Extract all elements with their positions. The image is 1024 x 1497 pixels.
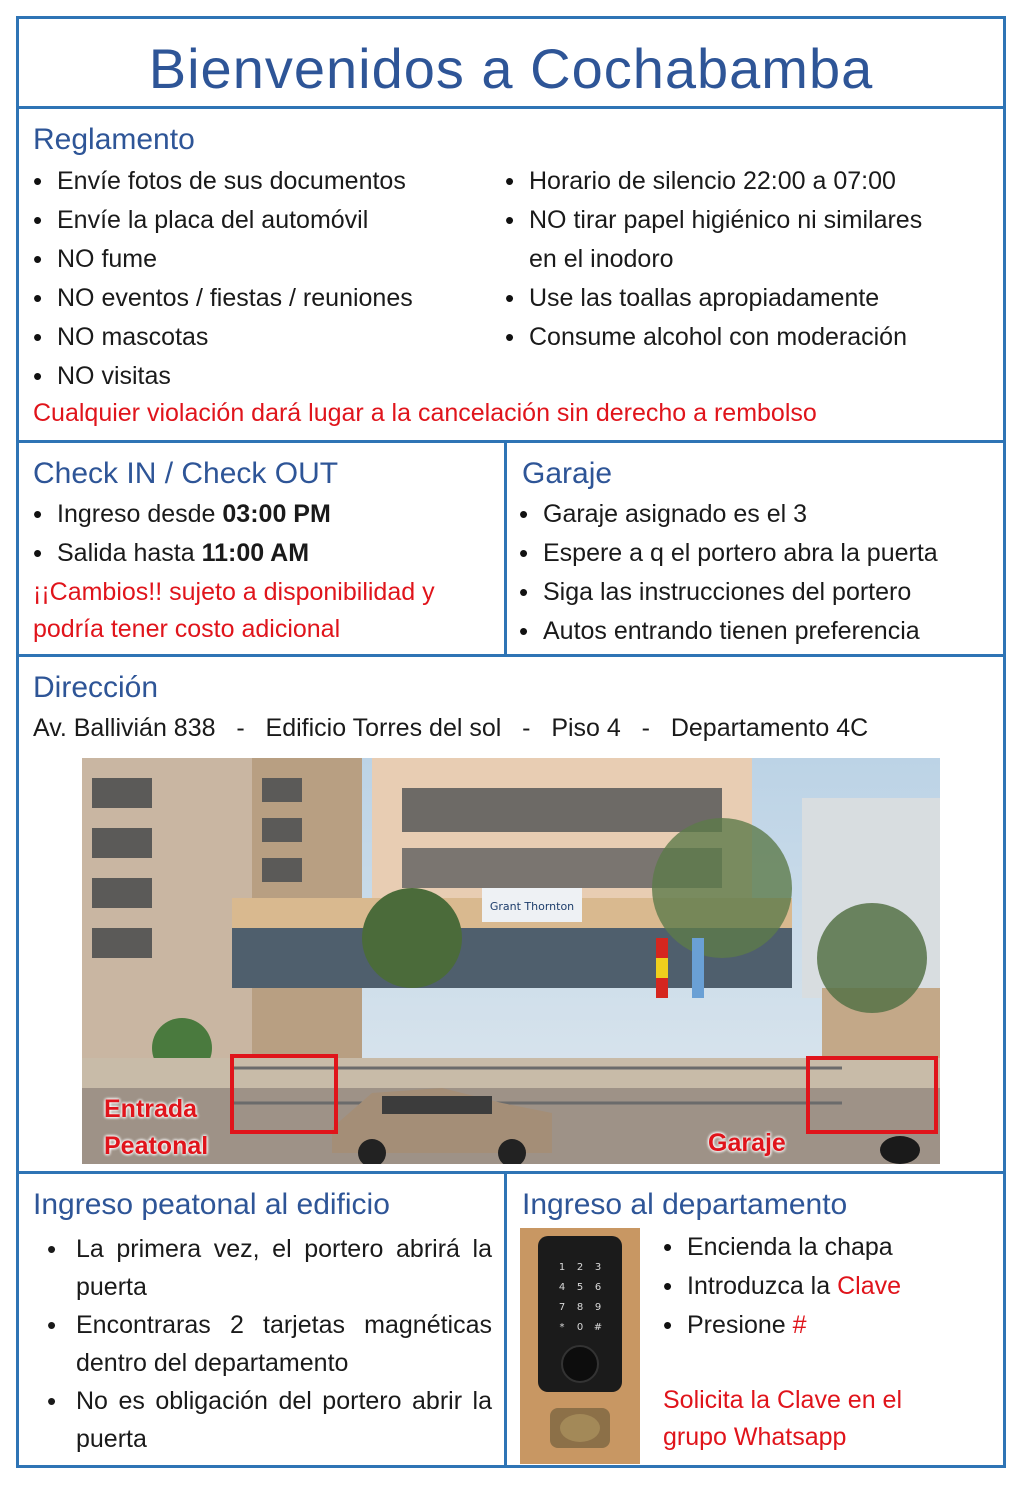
step-text: Introduzca la <box>687 1272 831 1300</box>
keypad-key: 3 <box>594 1262 602 1273</box>
list-item: • NO visitas <box>33 357 413 396</box>
photo-label-peatonal: Peatonal <box>104 1132 209 1160</box>
keypad-key: 0 <box>576 1322 584 1333</box>
list-item: • Horario de silencio 22:00 a 07:00 <box>505 162 922 201</box>
peatonal-list <box>44 1230 492 1458</box>
address-separator: - <box>236 714 245 742</box>
address-apartment: Departamento 4C <box>670 714 869 742</box>
address-building: Edificio Torres del sol <box>265 714 502 742</box>
address-separator: - <box>522 714 531 742</box>
step-key: # <box>792 1311 807 1339</box>
photo-sign-text: Grant Thornton <box>489 900 575 913</box>
page-title: Bienvenidos a Cochabamba <box>148 37 874 100</box>
list-item: • Garaje asignado es el 3 <box>519 495 938 534</box>
keypad-key: 7 <box>558 1302 566 1313</box>
list-item: • Autos entrando tienen preferencia <box>519 612 938 651</box>
departamento-heading: Ingreso al departamento <box>522 1188 848 1221</box>
list-item: • La primera vez, el portero abrirá la puerta <box>44 1230 492 1306</box>
divider <box>16 440 1006 443</box>
list-item: • Envíe fotos de sus documentos <box>33 162 413 201</box>
keypad-key: 4 <box>558 1282 566 1293</box>
step-item: • Encienda la chapa <box>663 1228 901 1267</box>
reglamento-heading: Reglamento <box>33 123 195 156</box>
request-line2: grupo Whatsapp <box>663 1423 847 1451</box>
list-item: • NO fume <box>33 240 413 279</box>
list-item: • Espere a q el portero abra la puerta <box>519 534 938 573</box>
garaje-list <box>519 495 938 651</box>
list-item: • Consume alcohol con moderación <box>505 318 922 357</box>
departamento-steps <box>663 1228 901 1345</box>
peatonal-heading: Ingreso peatonal al edificio <box>33 1188 390 1221</box>
building-illustration <box>82 758 940 1164</box>
address-street: Av. Ballivián 838 <box>33 714 216 742</box>
reglamento-warning: Cualquier violación dará lugar a la cancelación sin derecho a rembolso <box>33 399 817 427</box>
checkin-note-line1: ¡¡Cambios!! sujeto a disponibilidad y <box>33 578 435 606</box>
building-photo <box>82 758 940 1164</box>
divider <box>16 1171 1006 1174</box>
list-item: • Envíe la placa del automóvil <box>33 201 413 240</box>
checkin-item <box>33 495 331 534</box>
list-item-text: en el inodoro <box>529 245 674 273</box>
checkin-list <box>33 495 331 573</box>
list-item: • NO eventos / fiestas / reuniones <box>33 279 413 318</box>
door-lock-illustration <box>520 1228 640 1464</box>
keypad-key: # <box>593 1322 603 1333</box>
reglamento-left-list <box>33 162 413 396</box>
keypad-key: 1 <box>558 1262 566 1273</box>
list-item: • No es obligación del portero abrir la puerta <box>44 1382 492 1458</box>
address-separator: - <box>641 714 650 742</box>
keypad-key: 5 <box>576 1282 584 1293</box>
divider <box>16 654 1006 657</box>
direccion-heading: Dirección <box>33 671 159 704</box>
reglamento-right-list <box>505 162 922 357</box>
address-line <box>33 710 868 746</box>
garaje-heading: Garaje <box>522 457 613 490</box>
address-floor: Piso 4 <box>551 714 621 742</box>
step-item <box>663 1267 901 1306</box>
photo-label-entrada: Entrada <box>104 1095 198 1123</box>
step-key: Clave <box>837 1272 902 1300</box>
list-item: • Encontraras 2 tarjetas magnéticas dentro del departamento <box>44 1306 492 1382</box>
keypad-key: 2 <box>576 1262 584 1273</box>
step-item <box>663 1306 901 1345</box>
keypad-key: 6 <box>594 1282 602 1293</box>
checkin-in-time: 03:00 PM <box>222 500 331 528</box>
list-item: • Siga las instrucciones del portero <box>519 573 938 612</box>
divider <box>504 1172 507 1468</box>
checkin-note-line2: podría tener costo adicional <box>33 615 341 643</box>
photo-label-garaje: Garaje <box>708 1129 786 1157</box>
list-item-continuation <box>505 240 922 279</box>
checkout-out-label: Salida hasta <box>57 539 195 567</box>
keypad-key: * <box>559 1322 565 1333</box>
keypad-key: 8 <box>576 1302 584 1313</box>
checkout-out-time: 11:00 AM <box>201 539 310 567</box>
checkin-heading: Check IN / Check OUT <box>33 457 339 490</box>
checkin-in-label: Ingreso desde <box>57 500 216 528</box>
list-item: • NO mascotas <box>33 318 413 357</box>
keypad-key: 9 <box>594 1302 602 1313</box>
door-lock-photo <box>520 1228 640 1464</box>
step-text: Presione <box>687 1311 786 1339</box>
list-item: • NO tirar papel higiénico ni similares <box>505 201 922 240</box>
checkout-item <box>33 534 331 573</box>
request-line1: Solicita la Clave en el <box>663 1386 903 1414</box>
divider <box>504 441 507 655</box>
list-item: • Use las toallas apropiadamente <box>505 279 922 318</box>
